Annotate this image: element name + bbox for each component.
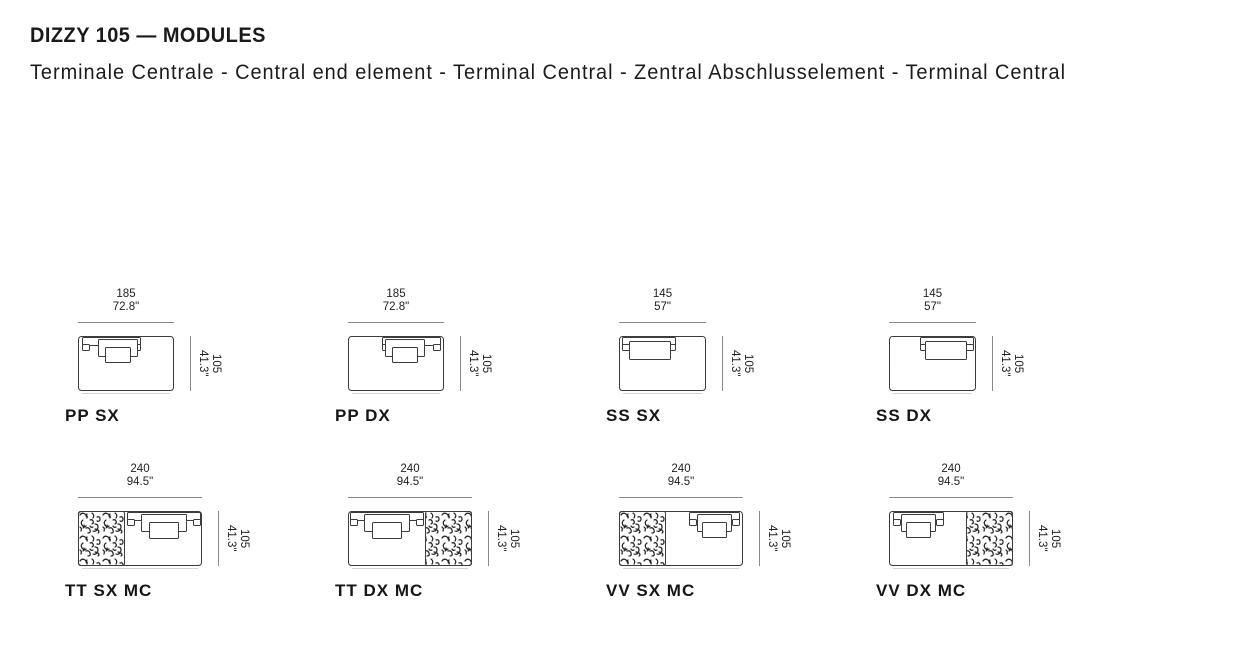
width-dimension — [889, 286, 976, 314]
depth-dimension-line — [992, 336, 993, 391]
width-value-cm: 240 — [400, 463, 420, 475]
depth-value-cm: 105 — [238, 528, 250, 549]
depth-value-inches: 41.3" — [766, 525, 778, 552]
drawing-area — [78, 336, 236, 396]
drawing-area — [348, 336, 506, 396]
module — [876, 286, 1038, 426]
module — [335, 461, 534, 601]
depth-dimension — [765, 511, 791, 566]
width-value-cm: 240 — [130, 463, 150, 475]
depth-dimension — [494, 511, 520, 566]
depth-value-cm: 105 — [1012, 353, 1024, 374]
width-dimension-line — [619, 497, 743, 498]
drawing-area — [348, 511, 534, 571]
module-label: VV DX MC — [876, 581, 967, 600]
width-dimension-line — [78, 497, 202, 498]
module — [606, 286, 768, 426]
drawing-area — [889, 336, 1038, 396]
width-dimension-line — [348, 322, 444, 323]
depth-dimension-line — [1029, 511, 1030, 566]
depth-dimension — [196, 336, 222, 391]
width-dimension-line — [78, 322, 174, 323]
width-value-cm: 145 — [652, 288, 673, 300]
module-label: SS DX — [876, 406, 933, 425]
width-dimension — [889, 461, 1013, 489]
module-label: PP SX — [65, 406, 120, 425]
width-dimension — [348, 461, 472, 489]
width-dimension-line — [348, 497, 472, 498]
width-dimension-line — [889, 497, 1013, 498]
width-value-inches: 72.8" — [112, 301, 140, 313]
width-value-cm: 145 — [922, 288, 943, 300]
width-value-inches: 57" — [924, 301, 941, 313]
width-value-inches: 94.5" — [126, 476, 154, 488]
width-value-inches: 94.5" — [667, 476, 695, 488]
depth-value-inches: 41.3" — [495, 525, 507, 552]
drawing-area — [78, 511, 264, 571]
depth-dimension — [224, 511, 250, 566]
depth-dimension-line — [759, 511, 760, 566]
width-dimension — [78, 461, 202, 489]
width-value-cm: 240 — [941, 463, 961, 475]
depth-value-inches: 41.3" — [467, 350, 479, 377]
width-dimension — [348, 286, 444, 314]
width-dimension-line — [889, 322, 976, 323]
module — [65, 461, 264, 601]
width-dimension — [78, 286, 174, 314]
width-value-cm: 185 — [386, 288, 406, 300]
module-label: SS SX — [606, 406, 662, 425]
width-value-cm: 185 — [116, 288, 136, 300]
module — [335, 286, 506, 426]
width-dimension — [619, 286, 706, 314]
page-subtitle: Terminale Centrale - Central end element - Terminal Central - Zentral Abschlusselement - Terminal Central — [30, 61, 1066, 84]
depth-value-inches: 41.3" — [225, 525, 237, 552]
depth-dimension-line — [488, 511, 489, 566]
width-value-inches: 72.8" — [382, 301, 410, 313]
module — [65, 286, 236, 426]
width-dimension-line — [619, 322, 706, 323]
depth-dimension-line — [190, 336, 191, 391]
depth-value-cm: 105 — [742, 353, 754, 374]
depth-dimension-line — [460, 336, 461, 391]
depth-dimension — [466, 336, 492, 391]
module — [606, 461, 805, 601]
depth-dimension-line — [722, 336, 723, 391]
depth-value-cm: 105 — [508, 528, 520, 549]
module-label: VV SX MC — [606, 581, 696, 600]
depth-value-inches: 41.3" — [1036, 525, 1048, 552]
width-value-cm: 240 — [671, 463, 691, 475]
module-label: TT DX MC — [335, 581, 424, 600]
drawing-area — [889, 511, 1075, 571]
depth-value-cm: 105 — [210, 353, 222, 374]
width-value-inches: 94.5" — [937, 476, 965, 488]
module-label: PP DX — [335, 406, 391, 425]
drawing-area — [619, 336, 768, 396]
depth-value-cm: 105 — [480, 353, 492, 374]
depth-dimension — [1035, 511, 1061, 566]
depth-dimension-line — [218, 511, 219, 566]
depth-value-inches: 41.3" — [729, 350, 741, 377]
width-value-inches: 94.5" — [396, 476, 424, 488]
depth-dimension — [728, 336, 754, 391]
depth-value-inches: 41.3" — [197, 350, 209, 377]
module-label: TT SX MC — [65, 581, 153, 600]
depth-dimension — [998, 336, 1024, 391]
drawing-area — [619, 511, 805, 571]
depth-value-cm: 105 — [779, 528, 791, 549]
page-title: DIZZY 105 — MODULES — [30, 24, 266, 47]
depth-value-inches: 41.3" — [999, 350, 1011, 377]
width-value-inches: 57" — [654, 301, 671, 313]
width-dimension — [619, 461, 743, 489]
depth-value-cm: 105 — [1049, 528, 1061, 549]
module — [876, 461, 1075, 601]
